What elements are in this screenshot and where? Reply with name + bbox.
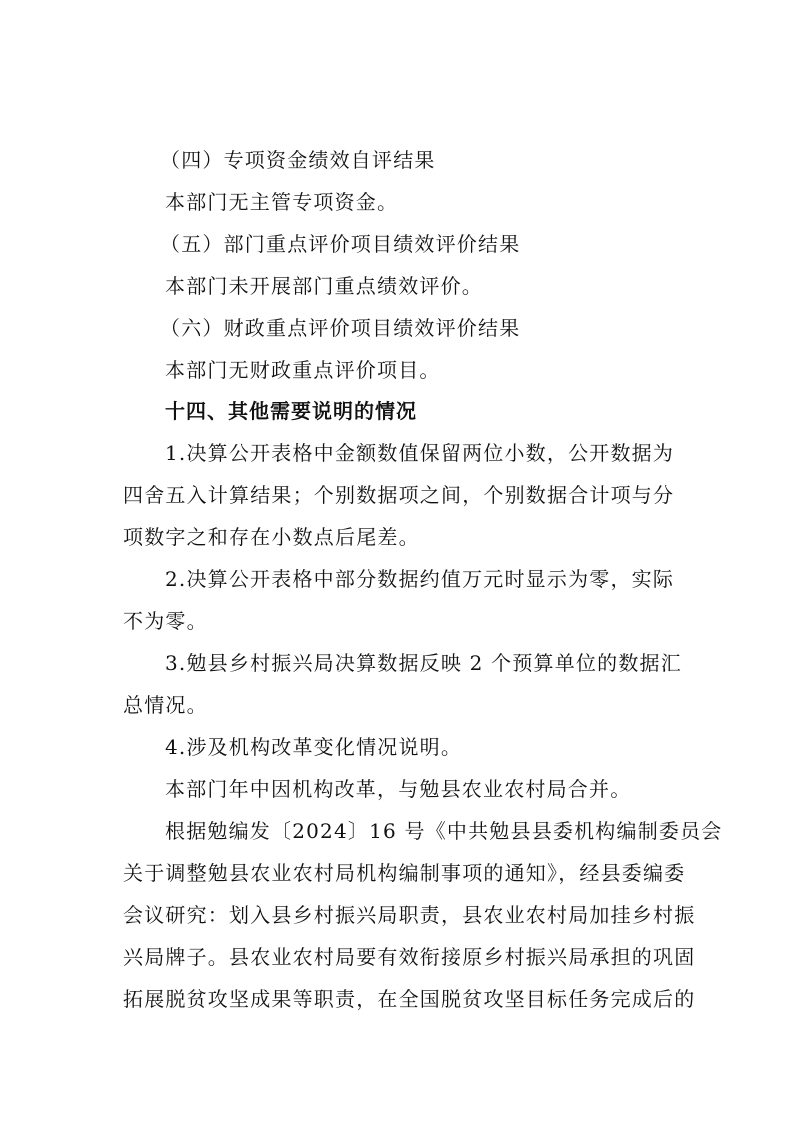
paragraph-3-line-1: 3.勉县乡村振兴局决算数据反映 2 个预算单位的数据汇: [165, 651, 682, 675]
paragraph-6-line-3: 会议研究：划入县乡村振兴局职责，县农业农村局加挂乡村振: [123, 903, 696, 927]
paragraph-6-line-1: 根据勉编发〔2024〕16 号《中共勉县县委机构编制委员会: [165, 819, 723, 843]
section-4-title: （四）专项资金绩效自评结果: [160, 148, 436, 172]
paragraph-1-line-3: 项数字之和存在小数点后尾差。: [123, 525, 420, 549]
paragraph-5: 本部门年中因机构改革，与勉县农业农村局合并。: [165, 777, 632, 801]
paragraph-6-line-4: 兴局牌子。县农业农村局要有效衔接原乡村振兴局承担的巩固: [123, 945, 696, 969]
paragraph-4: 4.涉及机构改革变化情况说明。: [165, 735, 463, 759]
section-5-body: 本部门未开展部门重点绩效评价。: [165, 274, 483, 298]
section-14-heading: 十四、其他需要说明的情况: [165, 399, 417, 423]
section-5-title: （五）部门重点评价项目绩效评价结果: [160, 232, 521, 256]
paragraph-2-line-1: 2.决算公开表格中部分数据约值万元时显示为零，实际: [165, 567, 675, 591]
paragraph-3-line-2: 总情况。: [123, 693, 208, 717]
section-6-title: （六）财政重点评价项目绩效评价结果: [160, 316, 521, 340]
paragraph-2-line-2: 不为零。: [123, 609, 208, 633]
paragraph-6-line-5: 拓展脱贫攻坚成果等职责，在全国脱贫攻坚目标任务完成后的: [123, 987, 696, 1011]
paragraph-6-line-2: 关于调整勉县农业农村局机构编制事项的通知》，经县委编委: [123, 861, 686, 885]
section-6-body: 本部门无财政重点评价项目。: [165, 358, 441, 382]
paragraph-1-line-1: 1.决算公开表格中金额数值保留两位小数，公开数据为: [165, 441, 675, 465]
section-4-body: 本部门无主管专项资金。: [165, 190, 399, 214]
paragraph-1-line-2: 四舍五入计算结果；个别数据项之间，个别数据合计项与分: [123, 483, 675, 507]
